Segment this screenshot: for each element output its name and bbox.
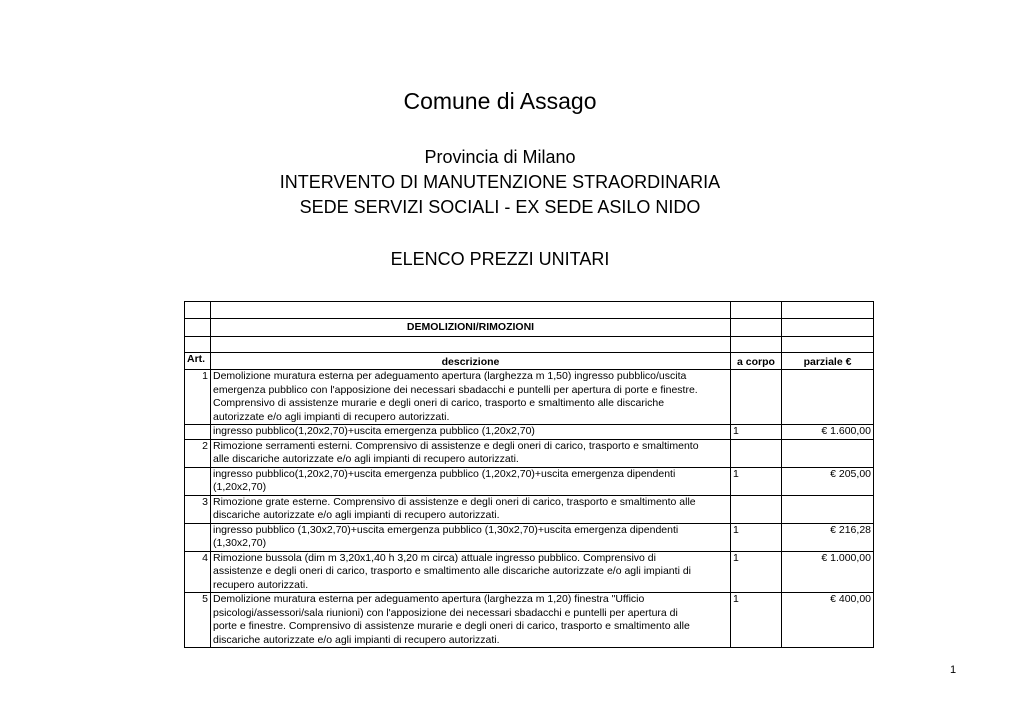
price-cell: [782, 439, 874, 467]
price-cell: € 400,00: [782, 593, 874, 648]
item-row: [185, 593, 874, 648]
text-line: discariche autorizzate e/o agli impianti di recupero autorizzati.: [213, 509, 500, 521]
quantity-cell: 1: [731, 467, 782, 495]
art-column-header: Art.: [185, 353, 211, 370]
item-detail: [211, 523, 731, 551]
a-corpo-column-header: a corpo: [731, 353, 782, 370]
detail-art-cell: [185, 467, 211, 495]
quantity-cell: 1: [731, 523, 782, 551]
item-row: [185, 551, 874, 593]
article-number: 1: [185, 370, 211, 425]
quantity-cell: 1: [731, 593, 782, 648]
price-list-body: [185, 302, 874, 648]
comune-title: Comune di Assago: [403, 88, 597, 114]
text-line: autorizzate e/o agli impianti di recupero autorizzati.: [213, 410, 450, 423]
item-description: [211, 370, 731, 425]
text-line: Demolizione muratura esterna per adeguamento apertura (larghezza m 1,20) finestra "Ufficio: [213, 593, 645, 605]
spacer-row: [185, 302, 874, 319]
sede-title: SEDE SERVIZI SOCIALI - EX SEDE ASILO NIDO: [299, 197, 701, 217]
descrizione-column-header: descrizione: [211, 353, 731, 370]
text-line: ingresso pubblico(1,20x2,70)+uscita emergenza pubblico (1,20x2,70)+uscita emergenza dipendenti: [213, 467, 676, 480]
quantity-cell: [731, 370, 782, 425]
text-line: emergenza pubblico con l'apposizione dei necessari sbadacchi e puntelli per apertura di porte e finestre.: [213, 383, 698, 396]
item-detail: [211, 467, 731, 495]
quantity-cell: 1: [731, 551, 782, 593]
page-number: 1: [950, 664, 957, 676]
detail-art-cell: [185, 425, 211, 440]
article-number: 2: [185, 439, 211, 467]
text-line: Comprensivo di assistenze murarie e degli oneri di carico, trasporto e smaltimento alle discariche: [213, 397, 665, 409]
intervento-title: INTERVENTO DI MANUTENZIONE STRAORDINARIA: [279, 172, 721, 192]
quantity-cell: [731, 439, 782, 467]
quantity-cell: [731, 495, 782, 523]
price-cell: € 216,28: [782, 523, 874, 551]
elenco-heading: ELENCO PREZZI UNITARI: [390, 249, 610, 269]
provincia-subtitle: Provincia di Milano: [424, 147, 576, 167]
text-line: psicologi/assessori/sala riunioni) con l'apposizione dei necessari sbadacchi e puntelli per apertura di: [213, 606, 678, 619]
section-row: [185, 319, 874, 337]
price-cell: € 1.000,00: [782, 551, 874, 593]
text-line: ingresso pubblico(1,20x2,70)+uscita emergenza pubblico (1,20x2,70): [213, 425, 535, 437]
price-cell: [782, 370, 874, 425]
price-list-table: [184, 301, 874, 648]
section-title: DEMOLIZIONI/RIMOZIONI: [211, 319, 731, 337]
item-detail-row: [185, 425, 874, 440]
item-detail-row: [185, 523, 874, 551]
text-line: Rimozione serramenti esterni. Comprensivo di assistenze e degli oneri di carico, trasporto e smaltimento: [213, 439, 699, 452]
item-detail-row: [185, 467, 874, 495]
price-cell: € 205,00: [782, 467, 874, 495]
item-description: [211, 593, 731, 648]
article-number: 3: [185, 495, 211, 523]
text-line: ingresso pubblico (1,30x2,70)+uscita emergenza pubblico (1,30x2,70)+uscita emergenza dipendenti: [213, 523, 679, 536]
text-line: Demolizione muratura esterna per adeguamento apertura (larghezza m 1,50) ingresso pubblico/uscita: [213, 370, 687, 382]
item-row: [185, 495, 874, 523]
detail-art-cell: [185, 523, 211, 551]
text-line: (1,20x2,70): [213, 481, 267, 493]
quantity-cell: 1: [731, 425, 782, 440]
parziale-column-header: parziale €: [782, 353, 874, 370]
price-cell: € 1.600,00: [782, 425, 874, 440]
item-description: [211, 439, 731, 467]
item-description: [211, 495, 731, 523]
spacer-row: [185, 337, 874, 353]
article-number: 4: [185, 551, 211, 593]
text-line: Rimozione bussola (dim m 3,20x1,40 h 3,20 m circa) attuale ingresso pubblico. Comprensivo di: [213, 551, 656, 564]
text-line: assistenze e degli oneri di carico, trasporto e smaltimento alle discariche autorizzate e/o agli impianti di: [213, 565, 691, 577]
text-line: (1,30x2,70): [213, 537, 267, 549]
item-row: [185, 439, 874, 467]
text-line: porte e finestre. Comprensivo di assistenze murarie e degli oneri di carico, trasporto e smaltimento alle: [213, 620, 690, 632]
text-line: discariche autorizzate e/o agli impianti di recupero autorizzati.: [213, 633, 500, 646]
price-cell: [782, 495, 874, 523]
text-line: alle discariche autorizzate e/o agli impianti di recupero autorizzati.: [213, 453, 519, 465]
article-number: 5: [185, 593, 211, 648]
text-line: Rimozione grate esterne. Comprensivo di assistenze e degli oneri di carico, trasporto e smaltimento alle: [213, 495, 696, 508]
column-header-row: [185, 353, 874, 370]
item-row: [185, 370, 874, 425]
item-description: [211, 551, 731, 593]
item-detail: [211, 425, 731, 440]
text-line: recupero autorizzati.: [213, 578, 309, 591]
